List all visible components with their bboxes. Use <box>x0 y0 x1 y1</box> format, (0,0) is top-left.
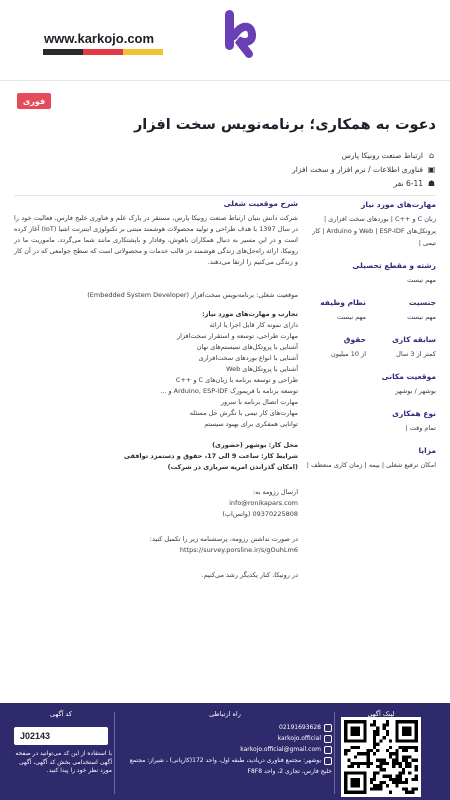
job-meta <box>292 148 436 190</box>
gender-military-section <box>302 298 436 323</box>
footer-email[interactable]: karkojo.official@gmail.com <box>240 746 321 753</box>
contact-title: راه ارتباطی <box>209 710 241 718</box>
phone-icon <box>324 724 332 732</box>
address-row <box>118 755 332 777</box>
ad-code[interactable]: J02143 <box>14 727 108 745</box>
benefits-section <box>302 446 436 471</box>
education-value: مهم نیست <box>407 276 436 284</box>
skills-text: زبان C و ++C | بوردهای سخت افزاری | پروتکل‌های Web | ESP-IDF و Arduino | کار تیمی | <box>312 215 436 247</box>
gender-value: مهم نیست <box>407 313 436 321</box>
ad-link-title: لینک آگهی <box>367 710 395 718</box>
military-value: مهم نیست <box>337 313 366 321</box>
category-row <box>292 162 436 176</box>
military-title: نظام وظیفه <box>320 298 366 307</box>
footer-address: بوشهر: مجتمع فناوری دریادید، طبقه اول، واحد 172(کارپانی) ، شیراز: مجتمع خلیج فارس، تجاری 2، واحد F8F8 <box>129 757 332 775</box>
list-item: مهارت‌های کار تیمی با نگرش حل مسئله <box>189 409 298 417</box>
job-description <box>14 198 298 581</box>
code-note: با استفاده از این کد می‌توانید در صفحه آگهی استخدامی بخش کد آگهی، آگهی مورد نظر خود را پیدا کنید. <box>15 750 112 774</box>
list-item: مهارت طراحی، توسعه و استقرار سخت‌افزار <box>176 332 298 340</box>
education-section <box>302 261 436 286</box>
brand-stripe <box>43 49 163 55</box>
resume-label: ارسال رزومه به: <box>252 488 298 496</box>
job-title: دعوت به همکاری؛ برنامه‌نویس سخت افزار <box>133 117 436 133</box>
telegram-row <box>118 733 332 744</box>
list-item: مهارت اتصال برنامه با سرور <box>220 398 298 406</box>
benefits-title: مزایا <box>418 446 436 455</box>
footer-divider <box>114 712 115 794</box>
form-label: در صورت نداشتن رزومه، پرسشنامه زیر را تکمیل کنید: <box>149 535 298 543</box>
work-conditions-line: شرایط کار: ساعت 9 الی 17، حقوق و دستمزد توافقی <box>123 452 298 460</box>
code-title: کد آگهی <box>50 710 72 718</box>
list-item: آشنایی با انواع بوردهای سخت‌افزاری <box>198 354 298 362</box>
gender-title: جنسیت <box>408 298 436 307</box>
experience-salary-section <box>302 335 436 360</box>
contact-block <box>118 722 332 777</box>
survey-link[interactable]: https://survey.porsline.ir/s/gOuhLm6 <box>179 546 298 554</box>
site-url[interactable]: www.karkojo.com <box>44 31 155 46</box>
karkojo-logo[interactable] <box>219 8 259 60</box>
phone-group <box>279 722 332 733</box>
resume-email[interactable]: info@ronikapars.com <box>229 499 298 507</box>
location-value: بوشهر / بوشهر <box>395 387 436 395</box>
urgent-badge: فوری <box>17 93 51 109</box>
qr-code[interactable] <box>341 717 421 797</box>
benefits-text: امکان ترفیع شغلی | بیمه | زمان کاری منعطف | <box>306 461 436 469</box>
experience-title: سابقه کاری <box>392 335 436 344</box>
company-row <box>292 148 436 162</box>
skills-section <box>302 200 436 249</box>
email-icon <box>324 746 332 754</box>
job-category: فناوری اطلاعات / نرم افزار و سخت افزار <box>292 164 423 174</box>
headcount-row <box>292 176 436 190</box>
location-section <box>302 372 436 397</box>
closing-text: در رونیکا، کنار یکدیگر رشد می‌کنیم. <box>201 571 298 579</box>
list-item: دارای نمونه کار قابل اجرا یا ارائه <box>209 321 298 329</box>
footer-divider <box>334 712 335 794</box>
email-row <box>118 744 332 755</box>
skills-title: مهارت‌های مورد نیاز <box>361 200 436 209</box>
list-item: توانایی همفکری برای بهبود سیستم <box>204 420 298 428</box>
resume-phone[interactable]: 09370225808 (واتس‌اپ) <box>222 510 298 518</box>
description-title: شرح موقعیت شغلی <box>223 199 298 208</box>
position-line: موقعیت شغلی: برنامه‌نویس سخت‌افزار (Embedded System Developer) <box>87 291 298 299</box>
footer-telegram[interactable]: karkojo.official <box>277 735 321 742</box>
headcount: 6-11 نفر <box>393 178 423 188</box>
requirements-title: تجارب و مهارت‌های مورد نیاز: <box>202 310 298 318</box>
people-icon: ☗ <box>427 178 436 188</box>
header-divider <box>0 80 450 81</box>
military-service-line: (امکان گذراندن امریه سربازی در شرکت) <box>167 463 298 471</box>
work-type-section <box>302 409 436 434</box>
work-type-title: نوع همکاری <box>392 409 436 418</box>
instagram-icon <box>324 735 332 743</box>
phone-row <box>118 722 332 733</box>
description-text: شرکت دانش بنیان ارتباط صنعت رونیکا پارس، مستقر در پارک علم و فناوری خلیج فارس، فعالیت خود را در سال 1397 با هدف طراحی و تولید محصولات هوشمند مبتنی بر تکنولوژی اینترنت اشیا (IoT) آغاز کرده است و در این مسیر به دنبال همکاران باهوش، وفادار و باپشتکاری مانند شما می‌گردد. ماموریت ما در رونیکا، ارائه راه‌حل‌های زندگی هوشمند در قالب خدمات و محصولاتی است که سطح جوامعی که در آن کار و زندگی می‌کنیم را ارتقا می‌دهند. <box>14 214 298 266</box>
work-type-value: تمام وقت | <box>405 424 436 432</box>
work-location-line: محل کار: بوشهر (حضوری) <box>212 441 298 449</box>
salary-value: از 10 میلیون <box>330 350 366 358</box>
list-item: آشنایی با پروتکل‌های Web <box>226 365 298 373</box>
company-name: ارتباط صنعت رونیکا پارس <box>341 150 423 160</box>
home-icon: ⌂ <box>428 150 435 160</box>
briefcase-icon: ▣ <box>427 164 436 174</box>
job-sidebar <box>302 200 436 483</box>
experience-value: کمتر از 3 سال <box>396 350 436 358</box>
list-item: آشنایی با پروتکل‌های سیستم‌های نهان <box>196 343 298 351</box>
section-divider <box>14 195 436 196</box>
location-icon <box>324 757 332 765</box>
list-item: طراحی و توسعه برنامه با زبان‌های C و ++C <box>175 376 298 384</box>
salary-title: حقوق <box>343 335 366 344</box>
requirements-list <box>14 320 298 430</box>
footer-phone[interactable]: 02191693628 <box>279 724 321 731</box>
list-item: توسعه برنامه با فریمورک Arduino, ESP-IDF و ... <box>160 387 298 395</box>
location-title: موقعیت مکانی <box>381 372 436 381</box>
education-title: رشته و مقطع تحصیلی <box>352 261 436 270</box>
